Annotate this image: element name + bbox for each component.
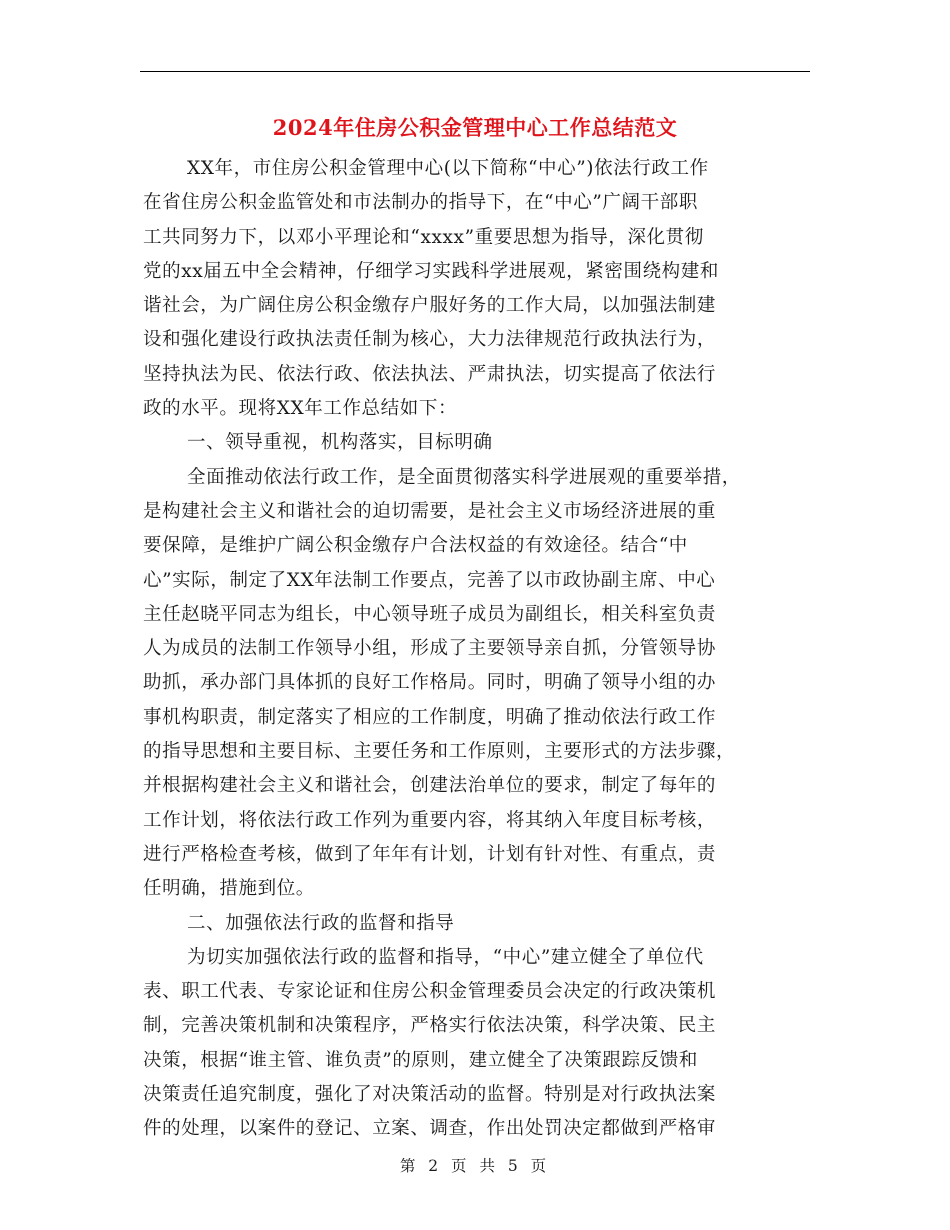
text-line: 任明确，措施到位。 [143,878,315,900]
text-line: 是构建社会主义和谐社会的迫切需要，是社会主义市场经济进展的重 [143,500,717,522]
document-title: 2024年住房公积金管理中心工作总结范文 [272,115,678,140]
text-line: 进行严格检查考核，做到了年年有计划，计划有针对性、有重点，责 [143,843,717,865]
text-line: 坚持执法为民、依法行政、依法执法、严肃执法，切实提高了依法行 [143,363,717,385]
text-line: 件的处理，以案件的登记、立案、调查，作出处罚决定都做到严格审 [143,1118,717,1140]
text-line: 决策责任追究制度，强化了对决策活动的监督。特别是对行政执法案 [143,1084,717,1106]
text-line: 的指导思想和主要目标、主要任务和工作原则，主要形式的方法步骤， [143,741,736,763]
text-line: 人为成员的法制工作领导小组，形成了主要领导亲自抓，分管领导协 [143,638,717,660]
text-line: 工共同努力下，以邓小平理论和“xxxx”重要思想为指导，深化贯彻 [143,226,704,248]
text-line: 制，完善决策机制和决策程序，严格实行依法决策，科学决策、民主 [143,1015,717,1037]
text-line: 并根据构建社会主义和谐社会，创建法治单位的要求，制定了每年的 [143,775,717,797]
text-line: 党的xx届五中全会精神，仔细学习实践科学进展观，紧密围绕构建和 [143,260,719,282]
text-line: 设和强化建设行政执法责任制为核心，大力法律规范行政执法行为， [143,329,717,351]
text-line: 主任赵晓平同志为组长，中心领导班子成员为副组长，相关科室负责 [143,603,717,625]
text-line: 政的水平。现将XX年工作总结如下： [143,398,458,420]
text-line: XX年，市住房公积金管理中心(以下简称“中心”)依法行政工作 [187,158,709,179]
text-line: 助抓，承办部门具体抓的良好工作格局。同时，明确了领导小组的办 [143,672,717,694]
text-line: 在省住房公积金监管处和市法制办的指导下，在“中心”广阔干部职 [143,192,698,214]
document-body [143,152,809,1147]
text-line: 谐社会，为广阔住房公积金缴存户服好务的工作大局，以加强法制建 [143,295,717,317]
page-number-footer: 第 2 页 共 5 页 [399,1157,551,1175]
text-line: 事机构职责，制定落实了相应的工作制度，明确了推动依法行政工作 [143,706,717,728]
text-line: 一、领导重视，机构落实，目标明确 [187,432,493,454]
header-rule [140,71,810,72]
text-line: 二、加强依法行政的监督和指导 [187,912,455,934]
text-line: 心”实际，制定了XX年法制工作要点，完善了以市政协副主席、中心 [143,569,716,591]
text-line: 要保障，是维护广阔公积金缴存户合法权益的有效途径。结合“中 [143,535,688,557]
text-line: 全面推动依法行政工作，是全面贯彻落实科学进展观的重要举措， [187,466,741,488]
text-line: 表、职工代表、专家论证和住房公积金管理委员会决定的行政决策机 [143,981,717,1003]
text-line: 工作计划，将依法行政工作列为重要内容，将其纳入年度目标考核， [143,809,717,831]
text-line: 为切实加强依法行政的监督和指导，“中心”建立健全了单位代 [187,946,704,968]
text-line: 决策，根据“谁主管、谁负责”的原则，建立健全了决策跟踪反馈和 [143,1049,698,1071]
